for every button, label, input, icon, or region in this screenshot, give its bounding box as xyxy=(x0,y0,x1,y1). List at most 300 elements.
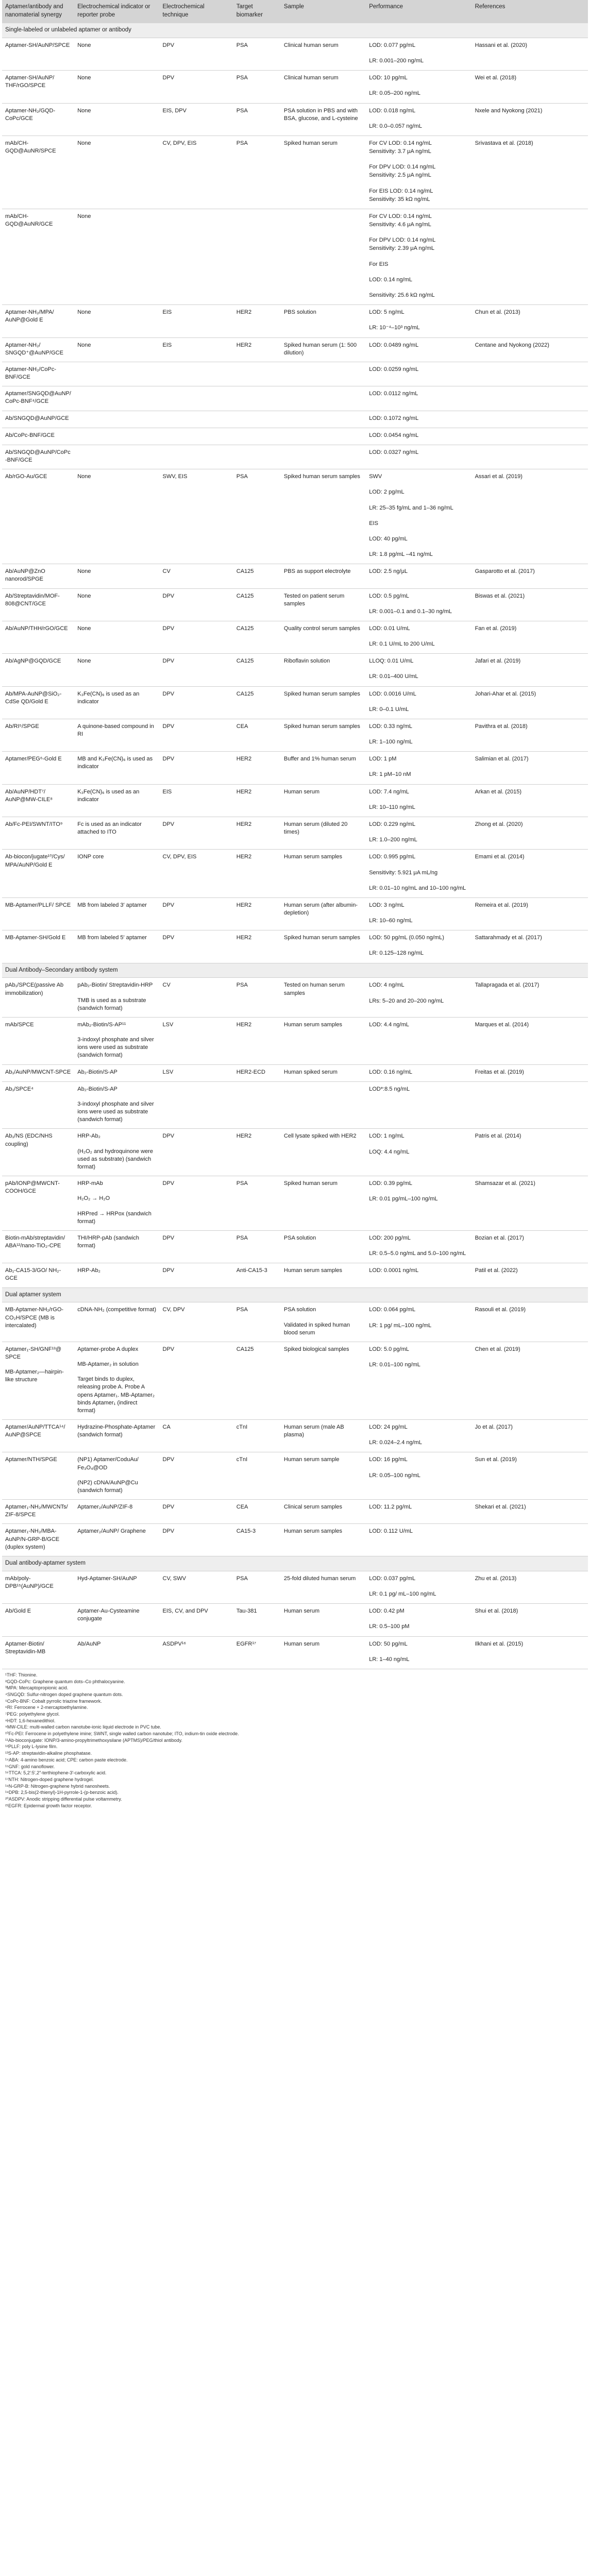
table-cell: DPV xyxy=(160,588,233,621)
table-cell: Ab/Fc-PEI/SWNT/ITO⁹ xyxy=(2,817,74,850)
table-cell xyxy=(366,411,471,428)
cell-line: 3-indoxyl phosphate and silver ions were used as substrate (sandwich format) xyxy=(77,1100,154,1123)
table-cell xyxy=(281,428,366,445)
table-cell xyxy=(472,411,588,428)
table-row xyxy=(2,1064,588,1081)
table-cell: Anti-CA15-3 xyxy=(233,1263,281,1287)
table-cell: Shui et al. (2018) xyxy=(472,1604,588,1636)
table-cell: Aptamer₂/AuNP/ZIF-8 xyxy=(74,1500,159,1524)
table-cell xyxy=(366,1263,471,1287)
table-cell: mAb/CH-GQD@AuNR/SPCE xyxy=(2,135,74,209)
table-cell: Rasouli et al. (2019) xyxy=(472,1302,588,1342)
table-cell: CEA xyxy=(233,719,281,751)
table-cell xyxy=(366,428,471,445)
cell-line: LOD: 50 pg/mL xyxy=(369,1640,408,1647)
table-cell: CEA xyxy=(233,1500,281,1524)
table-cell: Clinical human serum xyxy=(281,71,366,103)
table-cell xyxy=(366,386,471,411)
table-cell xyxy=(281,362,366,386)
table-cell: HER2 xyxy=(233,817,281,850)
table-cell: SWV, EIS xyxy=(160,469,233,564)
cell-line: LOD: 0.42 pM xyxy=(369,1608,404,1615)
cell-line: PSA solution xyxy=(283,1307,316,1313)
table-cell xyxy=(366,1342,471,1419)
table-cell xyxy=(74,1017,159,1064)
cell-line: LOD: 0.0454 ng/mL xyxy=(369,432,419,438)
table-row xyxy=(2,850,588,898)
table-row xyxy=(2,1500,588,1524)
table-cell: MB from labeled 5′ aptamer xyxy=(74,930,159,963)
cell-line: For DPV LOD: 0.14 ng/mL xyxy=(369,237,436,244)
table-cell: Gasparotto et al. (2017) xyxy=(472,564,588,588)
table-cell: Aptamer/NTH/SPGE xyxy=(2,1452,74,1500)
table-cell: PSA xyxy=(233,135,281,209)
table-cell: Human serum (after albumin-depletion) xyxy=(281,897,366,930)
table-cell: Shamsazar et al. (2021) xyxy=(472,1176,588,1231)
table-cell: MB-Aptamer/PLLF/ SPCE xyxy=(2,897,74,930)
table-cell xyxy=(74,386,159,411)
table-cell: PBS as support electrolyte xyxy=(281,564,366,588)
table-cell: CA125 xyxy=(233,588,281,621)
table-cell: CV, SWV xyxy=(160,1571,233,1603)
table-cell xyxy=(160,445,233,469)
table-cell: Ab/RI⁵/SPGE xyxy=(2,719,74,751)
table-cell: Pavithra et al. (2018) xyxy=(472,719,588,751)
table-cell: CV xyxy=(160,978,233,1018)
table-row xyxy=(2,897,588,930)
table-row xyxy=(2,103,588,135)
table-cell: Human serum samples xyxy=(281,1524,366,1556)
table-cell: CV, DPV xyxy=(160,1302,233,1342)
table-row xyxy=(2,564,588,588)
cell-line: Sensitivity: 3.7 μA ng/mL xyxy=(369,148,431,155)
table-cell: mAb/CH-GQD@AuNR/GCE xyxy=(2,209,74,304)
table-cell xyxy=(366,305,471,337)
table-cell xyxy=(160,1081,233,1129)
table-cell: Aptamer-NH₂/MPA/ AuNP@Gold E xyxy=(2,305,74,337)
table-cell: Arkan et al. (2015) xyxy=(472,784,588,817)
table-cell xyxy=(233,209,281,304)
table-cell xyxy=(366,621,471,653)
table-cell: EIS, CV, and DPV xyxy=(160,1604,233,1636)
footnote: ¹²PLLF: poly L-lysine film. xyxy=(5,1744,58,1750)
header-cell: Electrochemical technique xyxy=(160,0,233,23)
table-cell: Zhu et al. (2013) xyxy=(472,1571,588,1603)
cell-line: LOD: 2.5 ng/μL xyxy=(369,568,408,575)
cell-line: LR: 1–40 ng/mL xyxy=(369,1656,410,1663)
table-cell: Aptamer-SH/AuNP/SPCE xyxy=(2,38,74,70)
table-cell: Ab/Gold E xyxy=(2,1604,74,1636)
table-cell xyxy=(366,752,471,784)
table-cell xyxy=(366,1636,471,1669)
table-cell: HER2 xyxy=(233,897,281,930)
table-cell: Wei et al. (2018) xyxy=(472,71,588,103)
table-cell xyxy=(233,1081,281,1129)
table-cell xyxy=(74,445,159,469)
table-cell xyxy=(366,978,471,1018)
table-cell: Ab/CoPc-BNF/GCE xyxy=(2,428,74,445)
table-row xyxy=(2,305,588,337)
table-cell xyxy=(160,411,233,428)
table-cell xyxy=(366,1571,471,1603)
footnote: ¹⁹DPB: 2,5-bis(2-thienyl)-1H-pyrrole-1-(p-benzoic acid). xyxy=(5,1790,119,1795)
cell-line: LRs: 5–20 and 20–200 ng/mL xyxy=(369,997,444,1004)
table-cell xyxy=(366,362,471,386)
table-row xyxy=(2,686,588,719)
cell-line: mAb₂-Biotin/S-AP¹¹ xyxy=(77,1021,126,1028)
table-cell: Patil et al. (2022) xyxy=(472,1263,588,1287)
table-row xyxy=(2,1420,588,1452)
table-cell: Ab/Streptavidin/MOF-808@CNT/GCE xyxy=(2,588,74,621)
cell-line: (NP2) cDNA/AuNP@Cu (sandwich format) xyxy=(77,1479,138,1494)
cell-line: LOD: 0.16 ng/mL xyxy=(369,1069,412,1075)
table-cell xyxy=(366,135,471,209)
cell-line: LR: 0.125–128 ng/mL xyxy=(369,950,424,957)
table-cell xyxy=(366,469,471,564)
cell-line: For DPV LOD: 0.14 ng/mL xyxy=(369,164,436,171)
section-header-row xyxy=(2,963,588,978)
cell-line: Sensitivity: 4.6 μA ng/mL xyxy=(369,222,431,228)
footnote: ¹⁴ABA: 4-amino benzoic acid; CPE: carbon paste electrode. xyxy=(5,1757,128,1762)
table-cell: Salimian et al. (2017) xyxy=(472,752,588,784)
cell-line: LR: 0.0–0.057 ng/mL xyxy=(369,123,422,129)
cell-line: LOD: 50 pg/mL (0.050 ng/mL) xyxy=(369,935,444,941)
cell-line: LOD: 0.064 pg/mL xyxy=(369,1307,416,1313)
table-row xyxy=(2,135,588,209)
table-cell xyxy=(366,1017,471,1064)
table-cell: ASDPV¹⁶ xyxy=(160,1636,233,1669)
header-cell: Performance xyxy=(366,0,471,23)
table-cell: None xyxy=(74,564,159,588)
table-cell xyxy=(366,103,471,135)
cell-line: LOD: 11.2 pg/mL xyxy=(369,1504,412,1511)
table-cell: None xyxy=(74,103,159,135)
table-row xyxy=(2,1524,588,1556)
table-cell: Ab/MPA-AuNP@SiO₂-CdSe QD/Gold E xyxy=(2,686,74,719)
cell-line: Sensitivity: 35 kΩ ng/mL xyxy=(369,196,430,202)
cell-line: LOD: 0.0001 ng/mL xyxy=(369,1267,419,1274)
table-cell: Jafari et al. (2019) xyxy=(472,654,588,686)
header-cell: Sample xyxy=(281,0,366,23)
footnote: ¹⁶TTCA: 5,2′:5′,2″-terthiophene-3′-carboxylic acid. xyxy=(5,1770,107,1776)
table-cell: Buffer and 1% human serum xyxy=(281,752,366,784)
cell-line: Sensitivity: 2.5 μA ng/mL xyxy=(369,172,431,179)
table-row xyxy=(2,1129,588,1176)
table-cell: Aptamer₁-NH₂/MBA-AuNP/N-GRP-B/GCE (duplex system) xyxy=(2,1524,74,1556)
cell-line: TMB is used as a substrate (sandwich format) xyxy=(77,997,146,1011)
table-cell: mAb/SPCE xyxy=(2,1017,74,1064)
table-cell: DPV xyxy=(160,1342,233,1419)
table-cell: PSA solution in PBS and with BSA, glucose, and L-cysteine xyxy=(281,103,366,135)
table-cell: Aptamer/SNGQD@AuNP/CoPc-BNF⁴/GCE xyxy=(2,386,74,411)
table-cell: CA125 xyxy=(233,564,281,588)
table-cell: cTnI xyxy=(233,1452,281,1500)
table-row xyxy=(2,428,588,445)
table-cell: MB-Aptamer-NH₂/rGO-CO₂H/SPCE (MB is intercalated) xyxy=(2,1302,74,1342)
table-cell: Srivastava et al. (2018) xyxy=(472,135,588,209)
table-cell: DPV xyxy=(160,38,233,70)
table-cell xyxy=(366,1604,471,1636)
cell-line: LR: 0.1 pg/ mL–100 ng/mL xyxy=(369,1591,436,1598)
cell-line: LR: 10⁻⁴–10³ ng/mL xyxy=(369,325,420,331)
table-cell: CV xyxy=(160,564,233,588)
table-cell xyxy=(281,411,366,428)
cell-line: LR: 25–35 fg/mL and 1–36 ng/mL xyxy=(369,504,453,511)
footnote: ⁸HDT: 1,6-hexanedithiol. xyxy=(5,1718,56,1723)
table-cell xyxy=(366,1524,471,1556)
cell-line: For CV LOD: 0.14 ng/mL xyxy=(369,140,432,146)
table-cell: DPV xyxy=(160,1230,233,1263)
cell-line: LOD: 0.0327 ng/mL xyxy=(369,449,419,455)
table-cell xyxy=(366,1452,471,1500)
table-cell: Hyd-Aptamer-SH/AuNP xyxy=(74,1571,159,1603)
cell-line: LR: 10–60 ng/mL xyxy=(369,918,413,924)
table-cell: MB from labeled 3′ aptamer xyxy=(74,897,159,930)
cell-line: LOD: 5.0 pg/mL xyxy=(369,1346,409,1352)
cell-line: LR: 1.0–200 ng/mL xyxy=(369,837,417,843)
cell-line: LOD: 0.0016 U/mL xyxy=(369,690,416,697)
table-cell: Shekari et al. (2021) xyxy=(472,1500,588,1524)
footnote: ¹⁵GNF: gold nanoflower. xyxy=(5,1764,55,1769)
cell-line: HRPred → HRPox (sandwich format) xyxy=(77,1210,151,1225)
table-cell: pAb/IONP@MWCNT-COOH/GCE xyxy=(2,1176,74,1231)
table-cell xyxy=(74,362,159,386)
table-cell xyxy=(366,897,471,930)
table-cell: HER2 xyxy=(233,1129,281,1176)
table-cell: DPV xyxy=(160,930,233,963)
table-cell xyxy=(366,1302,471,1342)
cell-line: Sensitivity: 5.921 μA mL/ng xyxy=(369,869,438,876)
section-title: Dual Antibody–Secondary antibody system xyxy=(2,963,588,978)
table-cell: HER2 xyxy=(233,1017,281,1064)
table-row xyxy=(2,71,588,103)
table-cell: EGFR¹⁷ xyxy=(233,1636,281,1669)
table-cell: EIS xyxy=(160,305,233,337)
table-cell: None xyxy=(74,469,159,564)
cell-line: Validated in spiked human blood serum xyxy=(283,1321,350,1336)
cell-line: LOD: 2 pg/mL xyxy=(369,489,404,496)
table-cell: Spiked human serum samples xyxy=(281,686,366,719)
table-cell: DPV xyxy=(160,1129,233,1176)
footnote: ⁴SNGQD: Sulfur-nitrogen doped graphene quantum dots. xyxy=(5,1691,123,1697)
table-body xyxy=(2,23,588,1669)
table-cell xyxy=(74,1129,159,1176)
cell-line: Sensitivity: 25.6 kΩ ng/mL xyxy=(369,292,435,298)
table-cell: Human serum samples xyxy=(281,850,366,898)
table-cell: Hassani et al. (2020) xyxy=(472,38,588,70)
table-cell: Aptamer-NH₂/ SNGQD⁺@AuNP/GCE xyxy=(2,337,74,362)
cell-line: LR: 0–0.1 U/mL xyxy=(369,706,409,713)
table-cell xyxy=(74,1452,159,1500)
cell-line: LR: 0.024–2.4 ng/mL xyxy=(369,1439,422,1446)
table-cell: HER2 xyxy=(233,337,281,362)
section-header-row xyxy=(2,23,588,38)
table-cell xyxy=(472,209,588,304)
footnote: ⁹MW-CILE: multi-walled carbon nanotube-ionic liquid electrode in PVC tube. xyxy=(5,1724,161,1730)
footnote: ²⁰ASDPV: Anodic stripping differential pulse voltammetry. xyxy=(5,1796,122,1802)
table-cell xyxy=(74,411,159,428)
table-cell: Aptamer-NH₂/CoPc-BNF/GCE xyxy=(2,362,74,386)
table-cell: DPV xyxy=(160,817,233,850)
comparison-table xyxy=(2,0,588,1669)
table-cell: None xyxy=(74,209,159,304)
table-cell xyxy=(366,817,471,850)
table-cell: Aptamer-SH/AuNP/ THF/rGO/SPCE xyxy=(2,71,74,103)
table-row xyxy=(2,362,588,386)
cell-line: LOD: 40 pg/mL xyxy=(369,535,408,542)
table-row xyxy=(2,784,588,817)
cell-line: LR: 0.5–5.0 ng/mL and 5.0–100 ng/mL xyxy=(369,1250,466,1257)
table-cell xyxy=(366,930,471,963)
table-cell: Human serum xyxy=(281,784,366,817)
table-cell: Bozian et al. (2017) xyxy=(472,1230,588,1263)
table-cell: PSA solution xyxy=(281,1230,366,1263)
table-cell xyxy=(366,686,471,719)
footnote: ¹THF: Thionine. xyxy=(5,1672,38,1677)
table-cell xyxy=(281,386,366,411)
table-cell: Spiked biological samples xyxy=(281,1342,366,1419)
table-cell xyxy=(160,209,233,304)
table-row xyxy=(2,588,588,621)
cell-line: LOD: 10 pg/mL xyxy=(369,75,408,81)
header-cell: Aptamer/antibody and nanomaterial synergy xyxy=(2,0,74,23)
cell-line: LOD: 5 ng/mL xyxy=(369,309,404,316)
table-cell: MB and K₃Fe(CN)₆ is used as indicator xyxy=(74,752,159,784)
table-cell: Jo et al. (2017) xyxy=(472,1420,588,1452)
footnote: ¹¹Ab-bioconjugate: IONP/3-amino-propyltrimethoxysilane (APTMS)/PEG/thiol antibody. xyxy=(5,1737,182,1743)
table-cell: Ab₁/AuNP/MWCNT-SPCE xyxy=(2,1064,74,1081)
table-row xyxy=(2,386,588,411)
table-cell xyxy=(281,445,366,469)
table-cell: Chen et al. (2019) xyxy=(472,1342,588,1419)
table-row xyxy=(2,38,588,70)
cell-line: LOD: 0.229 ng/mL xyxy=(369,821,416,827)
section-header-row xyxy=(2,1287,588,1302)
table-cell: Hydrazine-Phosphate-Aptamer (sandwich format) xyxy=(74,1420,159,1452)
table-cell xyxy=(472,1081,588,1129)
table-cell: Biswas et al. (2021) xyxy=(472,588,588,621)
table-cell: None xyxy=(74,621,159,653)
cell-line: LOD*:8.5 ng/mL xyxy=(369,1086,410,1092)
table-row xyxy=(2,719,588,751)
table-cell: Aptamer-Au-Cysteamine conjugate xyxy=(74,1604,159,1636)
cell-line: LOD: 0.33 ng/mL xyxy=(369,723,412,730)
table-cell: Nxele and Nyokong (2021) xyxy=(472,103,588,135)
cell-line: Aptamer-probe A duplex xyxy=(77,1346,139,1352)
cell-line: LR: 0.001–0.1 and 0.1–30 ng/mL xyxy=(369,608,452,615)
table-cell xyxy=(281,1081,366,1129)
table-cell: None xyxy=(74,588,159,621)
cell-line: HRP-Ab₂ xyxy=(77,1133,100,1140)
table-cell: DPV xyxy=(160,1524,233,1556)
cell-line: LLOQ: 0.01 U/mL xyxy=(369,658,414,665)
table-cell xyxy=(366,1176,471,1231)
cell-line: For EIS LOD: 0.14 ng/mL xyxy=(369,188,433,194)
table-cell: HER2 xyxy=(233,784,281,817)
cell-line: LR: 0.01–100 ng/mL xyxy=(369,1362,420,1368)
table-cell: DPV xyxy=(160,686,233,719)
table-cell: Ab/AuNP xyxy=(74,1636,159,1669)
table-cell: Ab/AgNP@GQD/GCE xyxy=(2,654,74,686)
table-cell: Aptamer/PEG⁶-Gold E xyxy=(2,752,74,784)
table-cell xyxy=(472,1524,588,1556)
table-row xyxy=(2,1081,588,1129)
cell-line: LOD: 200 pg/mL xyxy=(369,1234,411,1241)
table-cell: Ab₂-Biotin/S-AP xyxy=(74,1064,159,1081)
footnote: ³MPA: Mercaptopropionic acid. xyxy=(5,1685,69,1691)
table-cell: Human serum samples xyxy=(281,1017,366,1064)
table-cell: Aptamer/AuNP/TTCA¹⁴/ AuNP@SPCE xyxy=(2,1420,74,1452)
table-cell: LSV xyxy=(160,1017,233,1064)
table-cell: EIS xyxy=(160,337,233,362)
table-cell xyxy=(233,428,281,445)
table-cell: cTnI xyxy=(233,1420,281,1452)
table-cell: Ab/AuNP/THH/rGO/GCE xyxy=(2,621,74,653)
cell-line: HRP-mAb xyxy=(77,1180,103,1187)
table-cell: Remeira et al. (2019) xyxy=(472,897,588,930)
table-cell xyxy=(366,1500,471,1524)
cell-line: LOD: 0.1072 ng/mL xyxy=(369,415,419,421)
table-cell: Riboflavin solution xyxy=(281,654,366,686)
table-row xyxy=(2,1452,588,1500)
table-row xyxy=(2,1571,588,1603)
table-cell: LSV xyxy=(160,1064,233,1081)
table-header-row xyxy=(2,0,588,23)
cell-line: LOD: 24 pg/mL xyxy=(369,1424,408,1431)
table-cell: Spiked human serum xyxy=(281,1176,366,1231)
table-cell: Ab/rGO-Au/GCE xyxy=(2,469,74,564)
cell-line: LOD: 0.0112 ng/mL xyxy=(369,391,418,397)
table-cell: DPV xyxy=(160,897,233,930)
cell-line: Sensitivity: 2.39 μA ng/mL xyxy=(369,245,434,252)
table-cell: Tested on patient serum samples xyxy=(281,588,366,621)
table-cell xyxy=(366,1081,471,1129)
table-row xyxy=(2,1636,588,1669)
table-cell: Human serum sample xyxy=(281,1452,366,1500)
table-row xyxy=(2,1604,588,1636)
table-cell xyxy=(366,564,471,588)
table-cell: K₃Fe(CN)₆ is used as an indicator xyxy=(74,784,159,817)
cell-line: LR: 1.8 pg/mL –41 ng/mL xyxy=(369,551,433,558)
cell-line: LOD: 4.4 ng/mL xyxy=(369,1021,409,1028)
table-cell: Patris et al. (2014) xyxy=(472,1129,588,1176)
cell-line: LOD: 1 ng/mL xyxy=(369,1133,404,1140)
cell-line: Ab₂-Biotin/S-AP xyxy=(77,1086,117,1092)
table-row xyxy=(2,1017,588,1064)
table-cell xyxy=(74,1081,159,1129)
table-cell: Cell lysate spiked with HER2 xyxy=(281,1129,366,1176)
table-row xyxy=(2,978,588,1018)
table-cell: Aptamer₁-NH₂/MWCNTs/ ZIF-8/SPCE xyxy=(2,1500,74,1524)
table-cell xyxy=(472,386,588,411)
cell-line: pAb₂-Biotin/ Streptavidin-HRP xyxy=(77,982,153,989)
cell-line: Aptamer₁-SH/GNF¹³@ SPCE xyxy=(5,1346,61,1361)
cell-line: LOD: 0.0259 ng/mL xyxy=(369,366,419,372)
table-cell: PSA xyxy=(233,1230,281,1263)
table-cell: CV, DPV, EIS xyxy=(160,850,233,898)
table-cell: MB-Aptamer-SH/Gold E xyxy=(2,930,74,963)
table-cell: PSA xyxy=(233,978,281,1018)
footnote: ⁵CoPc-BNF: Cobalt pyrrolic triazine framework. xyxy=(5,1698,102,1704)
table-cell: Ab/AuNP@ZnO nanorod/SPGE xyxy=(2,564,74,588)
table-cell xyxy=(281,209,366,304)
table-row xyxy=(2,621,588,653)
table-cell: None xyxy=(74,38,159,70)
table-cell: Ab/SNGQD@AuNP/CoPc-BNF/GCE xyxy=(2,445,74,469)
table-cell: DPV xyxy=(160,1263,233,1287)
table-cell xyxy=(366,719,471,751)
cell-line: LOD: 0.112 U/mL xyxy=(369,1528,413,1535)
